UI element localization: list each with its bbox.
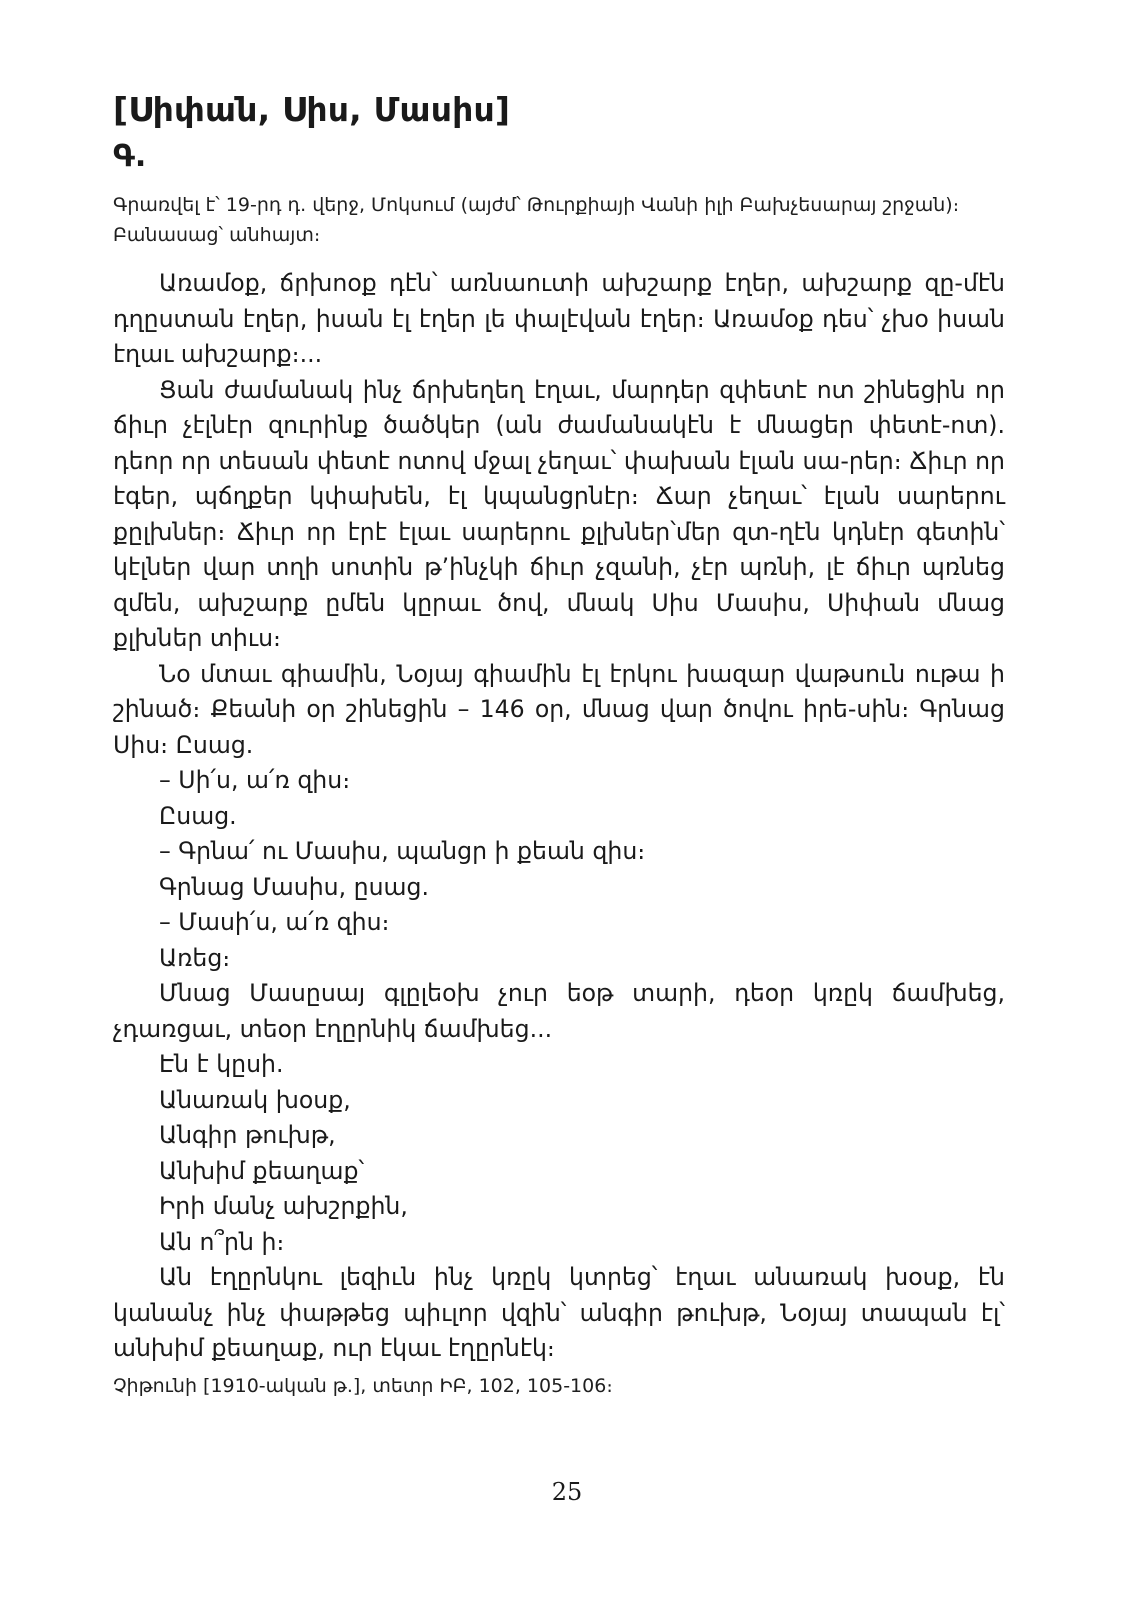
verse-line: Ան ո՞րն ի։ [159, 1227, 285, 1256]
source-citation: Չիթունի [1910-ական թ.], տետր ԻԲ, 102, 105-106։ [113, 1374, 613, 1397]
story-body [113, 266, 1005, 1367]
recording-note: Գրառվել է՝ 19-րդ դ. վերջ, Մոկսում (այժմ՝ Թուրքիայի Վանի իլի Բախչեսարայ շրջան)։ [113, 194, 960, 216]
paragraph: Առամօք, ճրխոօք դէն՝ առնաուտի ախշարք էղեր, ախշարք զը-մէն դղըստան էղեր, իսան էլ էղեր լե փալէվան էղեր։ Առամօք դես՝ չխօ իսան էղաւ ախշարք։... [113, 269, 1005, 368]
verse-line: Էն է կըսի. [159, 1050, 284, 1078]
narrator-note: Բանասաց՝ անհայտ։ [113, 224, 321, 246]
verse-line: Անառակ խօսք, [159, 1085, 351, 1114]
paragraph: Նօ մտաւ գիամին, Նօյայ գիամին էլ էրկու խազար վաթսուն ութա ի շինած։ Քեանի օր շինեցին – 146 օր, մնաց վար ծովու իրե-սին։ Գրնաց Սիս։ Ըսաց. [113, 659, 1005, 759]
page-title: [Սիփան, Սիս, Մասիս] [113, 90, 511, 129]
dialogue-line: Ըսաց. [159, 801, 237, 830]
paragraph: Մնաց Մասըսայ գլըլեօխ չուր եօթ տարի, դեօր կռըկ ճամխեց, չդառցաւ, տեօր էղըրնիկ ճամխեց... [113, 979, 1005, 1043]
dialogue-line: – Մասի՛ս, ա՛ռ զիս։ [159, 908, 390, 936]
page-content [113, 88, 1005, 1401]
verse-line: Իրի մանչ ախշրքին, [159, 1192, 408, 1220]
paragraph: Ցան ժամանակ ինչ ճրխեղեղ էղաւ, մարդեր զփետէ ոտ շինեցին որ ճիւր չէլնէր զուրինք ծածկեր (ան ժամանակէն է մնացեր փետէ-ոտ). դեոր որ տեսան փետէ ոտով մջալ չեղաւ՝ փախան էլան սա-րեր։ Ճիւր որ էգեր, պճղքեր կփախեն, էլ կպանցրնէր։ Ճար չեղաւ՝ էլան սարերու քըլխներ։ Ճիւր որ էրէ էլաւ սարերու քլխներ՝մեր զտ-ղէն կդնէր գետին՝ կէլներ վար տղի սոտին թ՚ինչկի ճիւր չզանի, չէր պռնի, լէ ճիւր պռնեց զմեն, ախշարք ըմեն կըրաւ ծով, մնակ Սիս Մասիս, Սիփան մնաց քլխներ տիւս։ [113, 375, 1005, 652]
dialogue-line: Առեց։ [159, 943, 231, 972]
page-number: 25 [551, 1478, 583, 1506]
dialogue-line: – Գրնա՛ ու Մասիս, պանցր ի քեան զիս։ [159, 837, 646, 865]
verse-line: Անգիր թուխթ, [159, 1121, 336, 1149]
dialogue-line: – Սի՛ս, ա՛ռ զիս։ [159, 766, 351, 794]
verse-line: Անխիմ քեաղաք՝ [159, 1156, 365, 1185]
dialogue-line: Գրնաց Մասիս, ըսաց. [159, 872, 429, 901]
variant-label: Գ. [113, 139, 147, 174]
paragraph: Ան էղըրնկու լեզիւն ինչ կռըկ կտրեց՝ էղաւ անառակ խօսք, էն կանանչ ինչ փաթթեց պիւլոր վզին՝ անգիր թուխթ, Նօյայ տապան էլ՝ անխիմ քեաղաք, ուր էկաւ էղըրնէկ։ [113, 1263, 1005, 1362]
